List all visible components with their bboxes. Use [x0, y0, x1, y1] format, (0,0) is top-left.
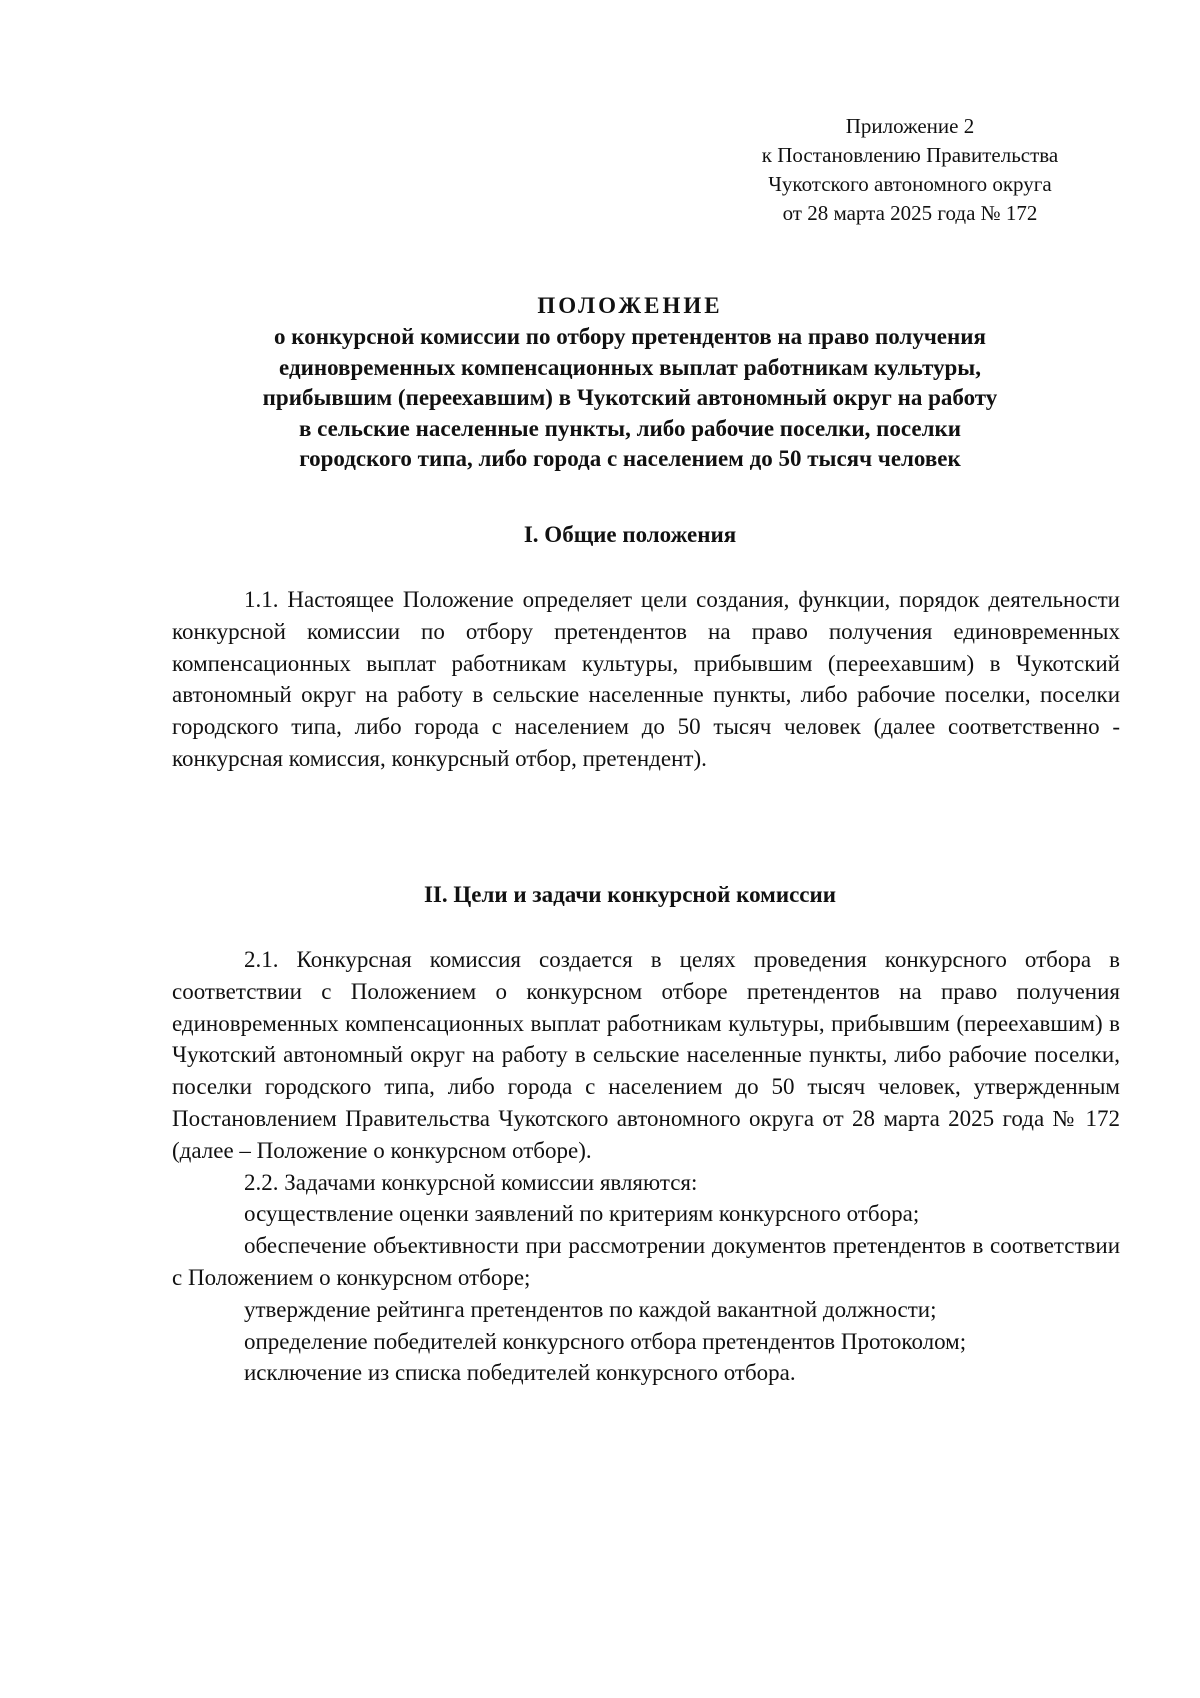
document-title: [170, 290, 1090, 475]
appendix-header: [700, 112, 1120, 228]
task-item: исключение из списка победителей конкурсного отбора.: [244, 1360, 796, 1386]
appendix-line-4: от 28 марта 2025 года № 172: [782, 201, 1038, 225]
section-2-body: [172, 944, 1120, 1389]
paragraph-1-1: 1.1. Настоящее Положение определяет цели создания, функции, порядок деятельности конкурсной комиссии по отбору претендентов на право получения единовременных компенсационных выплат работникам культуры, прибывшим (переехавшим) в Чукотский автономный округ на работу в сельские населенные пункты, либо рабочие поселки, поселки городского типа, либо города с населением до 50 тысяч человек (далее соответственно - конкурсная комиссия, конкурсный отбор, претендент).: [172, 587, 1120, 771]
title-subtitle: [170, 322, 1090, 475]
paragraph-2-2: 2.2. Задачами конкурсной комиссии являются:: [244, 1169, 698, 1195]
section-1-body: [172, 584, 1120, 775]
section-1-heading: I. Общие положения: [523, 522, 737, 547]
title-sub-line: прибывшим (переехавшим) в Чукотский автономный округ на работу: [262, 385, 998, 410]
title-sub-line: о конкурсной комиссии по отбору претендентов на право получения: [274, 324, 986, 349]
section-2-heading: II. Цели и задачи конкурсной комиссии: [423, 882, 837, 907]
appendix-line-1: Приложение 2: [845, 114, 975, 138]
title-sub-line: единовременных компенсационных выплат работникам культуры,: [279, 354, 981, 380]
task-item: утверждение рейтинга претендентов по каждой вакантной должности;: [244, 1296, 937, 1322]
title-sub-line: в сельские населенные пункты, либо рабочие поселки, поселки: [299, 415, 961, 441]
task-item: определение победителей конкурсного отбора претендентов Протоколом;: [244, 1328, 967, 1354]
appendix-line-2: к Постановлению Правительства: [761, 143, 1059, 167]
title-sub-line: городского типа, либо города с населением до 50 тысяч человек: [299, 446, 961, 471]
appendix-line-3: Чукотского автономного округа: [768, 172, 1052, 196]
task-item: обеспечение объективности при рассмотрении документов претендентов в соответствии с Положением о конкурсном отборе;: [172, 1233, 1120, 1290]
task-item: осуществление оценки заявлений по критериям конкурсного отбора;: [244, 1201, 920, 1227]
title-main: ПОЛОЖЕНИЕ: [537, 293, 723, 318]
paragraph-2-1: 2.1. Конкурсная комиссия создается в целях проведения конкурсного отбора в соответствии с Положением о конкурсном отборе претендентов на право получения единовременных компенсационных выплат работникам культуры, прибывшим (переехавшим) в Чукотский автономный округ на работу в сельские населенные пункты, либо рабочие поселки, поселки городского типа, либо города с населением до 50 тысяч человек, утвержденным Постановлением Правительства Чукотского автономного округа от 28 марта 2025 года № 172 (далее – Положение о конкурсном отборе).: [172, 947, 1120, 1163]
